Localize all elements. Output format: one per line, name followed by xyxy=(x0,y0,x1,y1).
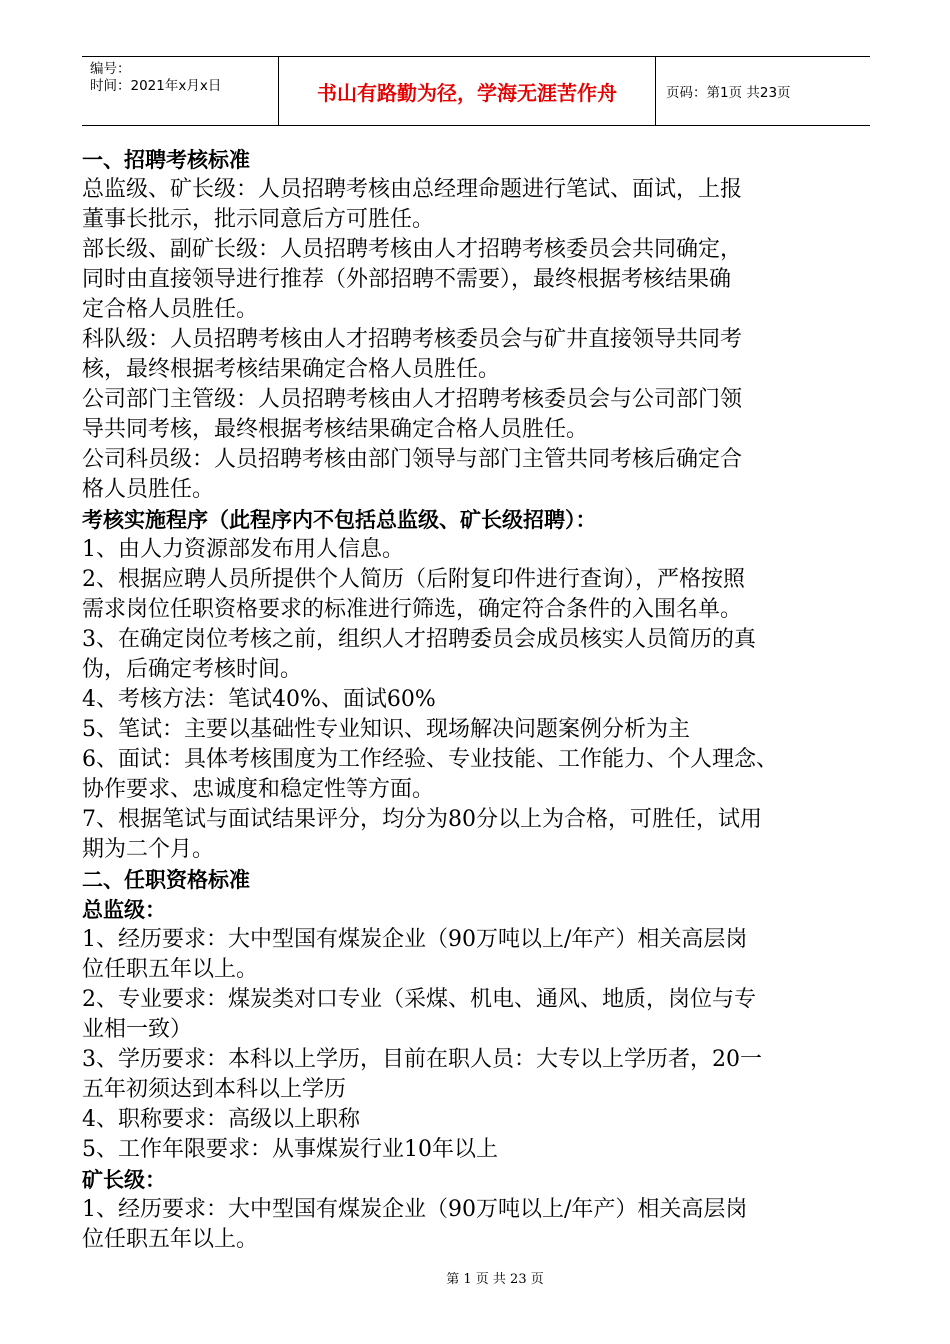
document-body xyxy=(82,145,882,1255)
text-line: 4、职称要求：高级以上职称 xyxy=(82,1107,360,1132)
section-heading: 二、任职资格标准 xyxy=(82,868,250,892)
text-line: 总监级、矿长级：人员招聘考核由总经理命题进行笔试、面试，上报 xyxy=(82,177,743,202)
text-line: 业相一致） xyxy=(82,1017,193,1042)
text-line: 2、根据应聘人员所提供个人简历（后附复印件进行查询），严格按照 xyxy=(82,567,745,592)
text-line: 5、笔试：主要以基础性专业知识、现场解决问题案例分析为主 xyxy=(82,717,690,742)
page-footer: 第 1 页 共 23 页 xyxy=(446,1272,544,1287)
text-line: 需求岗位任职资格要求的标准进行筛选，确定符合条件的入围名单。 xyxy=(82,597,743,622)
text-line: 格人员胜任。 xyxy=(82,477,215,502)
header-meta xyxy=(82,57,279,125)
text-line: 7、根据笔试与面试结果评分，均分为80分以上为合格，可胜任，试用 xyxy=(82,807,762,832)
text-line: 董事长批示，批示同意后方可胜任。 xyxy=(82,207,435,232)
text-line: 5、工作年限要求：从事煤炭行业10年以上 xyxy=(82,1137,498,1162)
text-line: 6、面试：具体考核围度为工作经验、专业技能、工作能力、个人理念、 xyxy=(82,747,778,772)
text-line: 伪，后确定考核时间。 xyxy=(82,657,303,682)
text-line: 定合格人员胜任。 xyxy=(82,297,259,322)
header-page-info: 页码：第1页 共23页 xyxy=(666,85,791,101)
text-line: 部长级、副矿长级：人员招聘考核由人才招聘考核委员会共同确定， xyxy=(82,237,743,262)
document-date: 时间：2021年x月x日 xyxy=(90,78,222,94)
text-line: 1、由人力资源部发布用人信息。 xyxy=(82,537,404,562)
text-line: 协作要求、忠诚度和稳定性等方面。 xyxy=(82,777,435,802)
text-line: 3、学历要求：本科以上学历，目前在职人员：大专以上学历者，20一 xyxy=(82,1047,762,1072)
text-line: 1、经历要求：大中型国有煤炭企业（90万吨以上/年产）相关高层岗 xyxy=(82,927,748,952)
section-heading: 总监级： xyxy=(82,898,166,922)
section-heading: 考核实施程序（此程序内不包括总监级、矿长级招聘）： xyxy=(82,508,597,532)
text-line: 公司科员级：人员招聘考核由部门领导与部门主管共同考核后确定合 xyxy=(82,447,743,472)
text-line: 科队级：人员招聘考核由人才招聘考核委员会与矿井直接领导共同考 xyxy=(82,327,743,352)
section-heading: 一、招聘考核标准 xyxy=(82,148,250,172)
text-line: 2、专业要求：煤炭类对口专业（采煤、机电、通风、地质，岗位与专 xyxy=(82,987,756,1012)
text-line: 位任职五年以上。 xyxy=(82,1227,259,1252)
document-number-label: 编号： xyxy=(90,61,131,77)
section-heading: 矿长级： xyxy=(82,1168,166,1192)
text-line: 公司部门主管级：人员招聘考核由人才招聘考核委员会与公司部门领 xyxy=(82,387,743,412)
text-line: 4、考核方法：笔试40%、面试60% xyxy=(82,687,436,712)
text-line: 位任职五年以上。 xyxy=(82,957,259,982)
text-line: 导共同考核，最终根据考核结果确定合格人员胜任。 xyxy=(82,417,589,442)
page-header xyxy=(82,56,870,126)
text-line: 期为二个月。 xyxy=(82,837,215,862)
text-line: 五年初须达到本科以上学历 xyxy=(82,1077,347,1102)
text-line: 核，最终根据考核结果确定合格人员胜任。 xyxy=(82,357,501,382)
text-line: 3、在确定岗位考核之前，组织人才招聘委员会成员核实人员简历的真 xyxy=(82,627,756,652)
text-line: 1、经历要求：大中型国有煤炭企业（90万吨以上/年产）相关高层岗 xyxy=(82,1197,748,1222)
text-line: 同时由直接领导进行推荐（外部招聘不需要），最终根据考核结果确 xyxy=(82,267,732,292)
header-motto: 书山有路勤为径，学海无涯苦作舟 xyxy=(279,57,656,125)
